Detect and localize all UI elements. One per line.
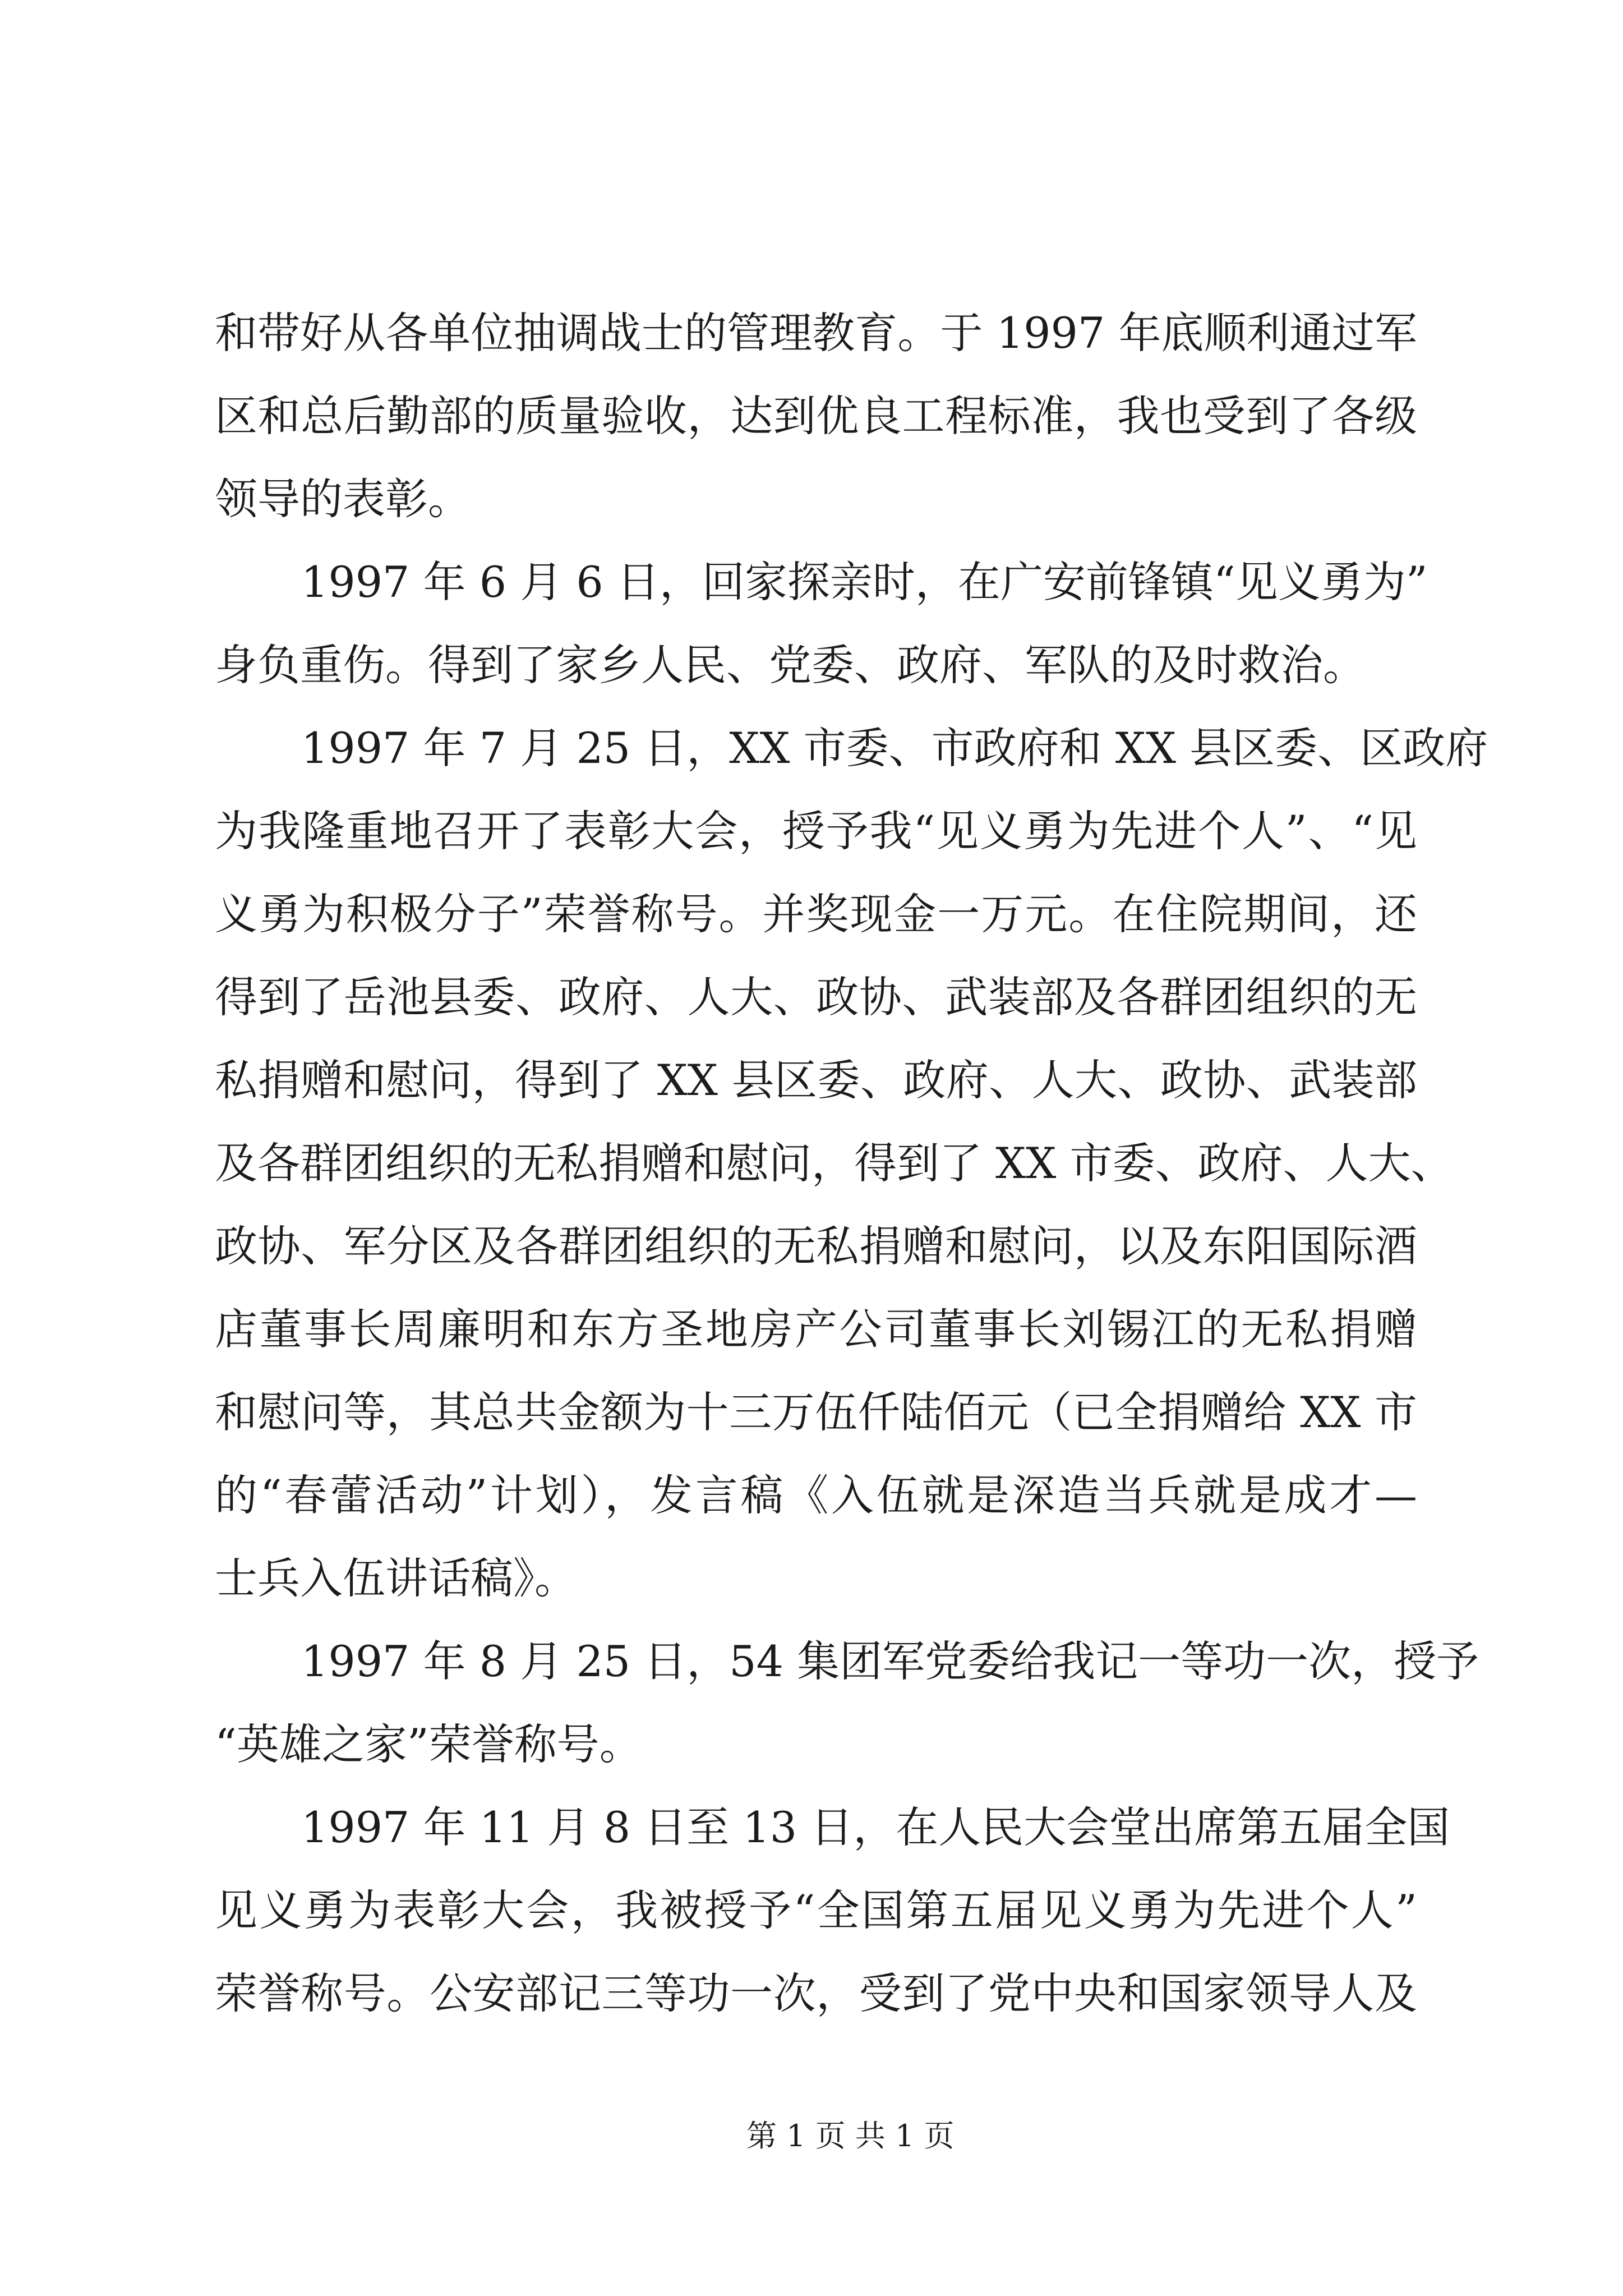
text-line: 1997 年 11 月 8 日至 13 日，在人民大会堂出席第五届全国 bbox=[301, 1802, 1450, 1852]
paragraph bbox=[215, 292, 1417, 541]
text-line: 身负重伤。得到了家乡人民、党委、政府、军队的及时救治。 bbox=[215, 640, 1366, 690]
paragraph bbox=[215, 707, 1488, 1620]
page-number-footer: 第 1 页 共 1 页 bbox=[746, 2118, 955, 2154]
text-line: 和带好从各单位抽调战士的管理教育。于 1997 年底顺利通过军 bbox=[215, 308, 1417, 358]
document-body bbox=[215, 292, 1488, 2035]
text-line: 及各群团组织的无私捐赠和慰问，得到了 XX 市委、政府、人大、 bbox=[215, 1138, 1454, 1188]
paragraph bbox=[215, 541, 1428, 707]
text-line: 私捐赠和慰问，得到了 XX 县区委、政府、人大、政协、武装部 bbox=[215, 1055, 1417, 1105]
text-line: 得到了岳池县委、政府、人大、政协、武装部及各群团组织的无 bbox=[215, 972, 1417, 1022]
text-line: 1997 年 7 月 25 日，XX 市委、市政府和 XX 县区委、区政府 bbox=[301, 723, 1488, 773]
text-line: 区和总后勤部的质量验收，达到优良工程标准，我也受到了各级 bbox=[215, 391, 1417, 441]
text-line: 1997 年 6 月 6 日，回家探亲时，在广安前锋镇“见义勇为” bbox=[301, 557, 1428, 607]
paragraph bbox=[215, 1620, 1479, 1786]
text-line: 的“春蕾活动”计划），发言稿《入伍就是深造当兵就是成才— bbox=[215, 1470, 1417, 1520]
text-line: 1997 年 8 月 25 日，54 集团军党委给我记一等功一次，授予 bbox=[301, 1636, 1479, 1686]
text-line: 和慰问等，其总共金额为十三万伍仟陆佰元（已全捐赠给 XX 市 bbox=[215, 1387, 1417, 1437]
text-line: “英雄之家”荣誉称号。 bbox=[215, 1719, 642, 1769]
text-line: 士兵入伍讲话稿》。 bbox=[215, 1553, 577, 1603]
text-line: 领导的表彰。 bbox=[215, 474, 471, 524]
text-line: 为我隆重地召开了表彰大会，授予我“见义勇为先进个人”、“见 bbox=[215, 806, 1417, 856]
text-line: 政协、军分区及各群团组织的无私捐赠和慰问，以及东阳国际酒 bbox=[215, 1221, 1417, 1271]
text-line: 义勇为积极分子”荣誉称号。并奖现金一万元。在住院期间，还 bbox=[215, 889, 1417, 939]
paragraph bbox=[215, 1786, 1450, 2035]
text-line: 见义勇为表彰大会，我被授予“全国第五届见义勇为先进个人” bbox=[215, 1885, 1417, 1935]
text-line: 店董事长周廉明和东方圣地房产公司董事长刘锡江的无私捐赠 bbox=[215, 1304, 1417, 1354]
text-line: 荣誉称号。公安部记三等功一次，受到了党中央和国家领导人及 bbox=[215, 1968, 1417, 2018]
